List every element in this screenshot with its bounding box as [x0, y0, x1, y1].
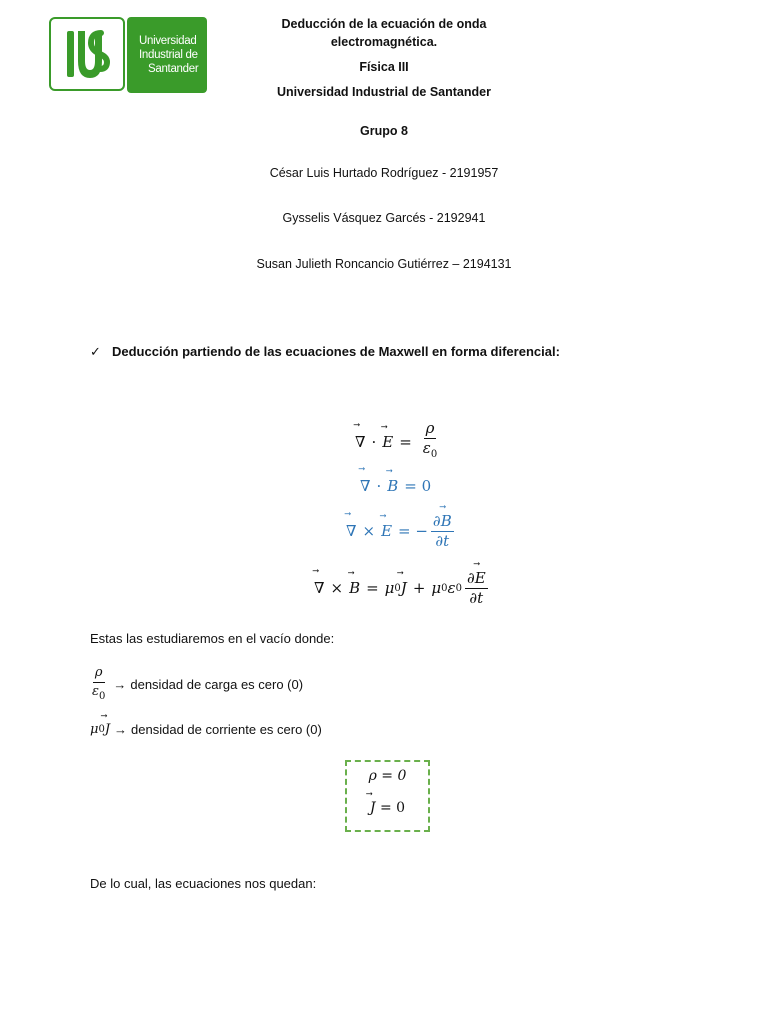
document-title-line1: Deducción de la ecuación de onda: [281, 17, 487, 31]
equation-faraday: ⃗ ∇ × ⃗ E = − $\frac{\partial⃗ B}{\partial t}$: [346, 513, 457, 549]
conclusion-text: De lo cual, las ecuaciones nos quedan:: [90, 876, 317, 891]
j-zero: ⃗ J = 0: [347, 800, 428, 816]
nabla-symbol: ⃗ ∇: [355, 433, 365, 451]
equation-ampere-maxwell: ⃗ ∇ × ⃗ B = μ 0 ⃗ J + μ 0 ε 0 $\frac{\partial⃗ E}{\partial t}$: [314, 570, 491, 606]
fraction-rho-epsilon: $\frac{\rho}{\varepsilon_0}$: [422, 419, 438, 460]
university-name: Universidad Industrial de Santander: [277, 85, 491, 99]
current-density-line: μ 0 ⃗ J → densidad de corriente es cero (0): [90, 722, 322, 737]
document-title-line2: electromagnética.: [330, 35, 438, 49]
author-3: Susan Julieth Roncancio Gutiérrez – 2194131: [256, 257, 512, 271]
group-label: Grupo 8: [360, 124, 408, 138]
equation-gauss-electric: ⃗ ∇ · ⃗ E = $\frac{\rho}{\varepsilon_0}$: [355, 420, 442, 463]
equation-gauss-magnetic: ⃗ ∇ · ⃗ B = 0: [360, 477, 431, 495]
course-name: Física III: [359, 60, 409, 74]
arrow-icon: →: [114, 722, 128, 737]
conditions-box: [345, 760, 430, 832]
checkmark-icon: ✓: [90, 344, 101, 359]
author-1: César Luis Hurtado Rodríguez - 2191957: [269, 166, 499, 180]
arrow-icon: →: [113, 677, 127, 692]
logo-university-name: Universidad Industrial de Santander: [139, 35, 199, 75]
vacuum-statement: Estas las estudiaremos en el vacío donde:: [90, 631, 335, 646]
uis-logo-icon: [49, 17, 125, 91]
university-logo: [49, 17, 207, 93]
charge-density-line: $\frac{\rho}{\varepsilon_0}$ → densidad de carga es cero (0): [90, 664, 303, 705]
section-heading: [90, 344, 560, 360]
section-heading-text: Deducción partiendo de las ecuaciones de Maxwell en forma diferencial:: [112, 344, 560, 359]
author-2: Gysselis Vásquez Garcés - 2192941: [282, 211, 486, 225]
rho-zero: ρ = 0: [368, 768, 407, 784]
fraction-rho-epsilon-small: $\frac{\rho}{\varepsilon_0}$: [92, 665, 106, 702]
